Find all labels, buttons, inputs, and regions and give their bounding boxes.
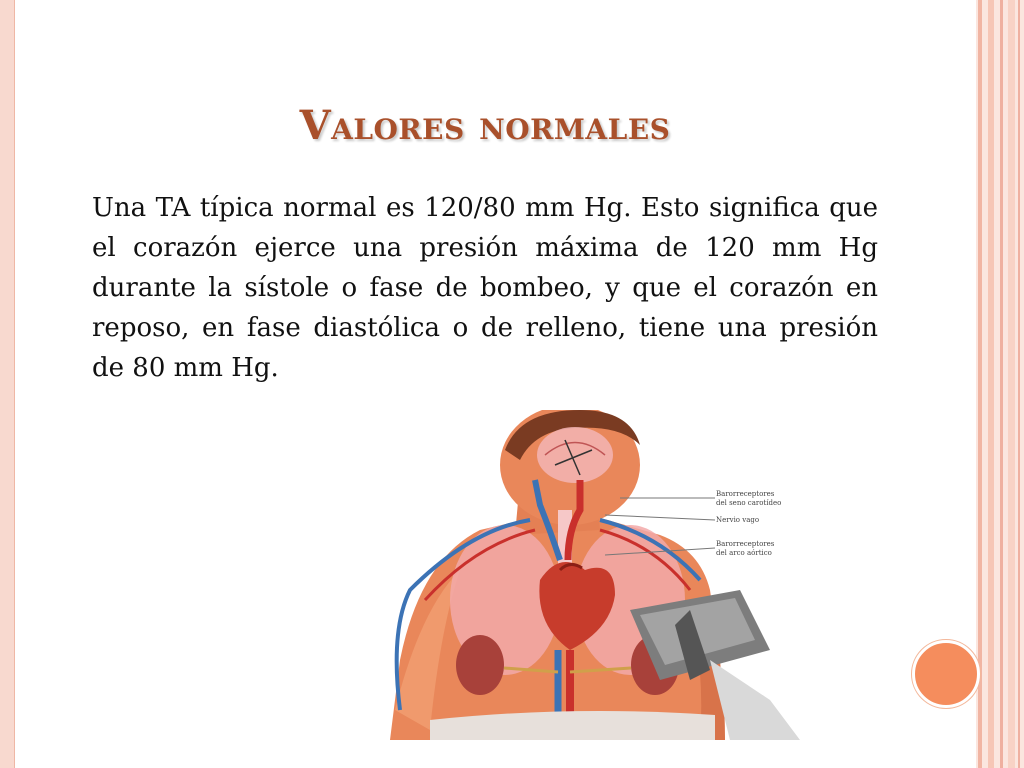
right-border-band	[976, 0, 1024, 768]
label-vagus: Nervio vago	[716, 516, 760, 524]
label-aortic-2: del arco aórtico	[716, 549, 772, 557]
decorative-circle	[912, 640, 980, 708]
label-carotid-2: del seno carotídeo	[716, 499, 782, 507]
anatomy-illustration	[330, 410, 810, 740]
label-aortic-1: Barorreceptores	[716, 540, 775, 548]
left-border-band	[0, 0, 15, 768]
label-carotid-1: Barorreceptores	[716, 490, 775, 498]
body-paragraph: Una TA típica normal es 120/80 mm Hg. Esto significa que el corazón ejerce una presión máxima de 120 mm Hg durante la sístole o fase de bombeo, y que el corazón en reposo, en fase diastólica o de relleno, tiene una presión de 80 mm Hg.	[92, 193, 878, 383]
slide-title: Valores normales	[299, 102, 671, 149]
